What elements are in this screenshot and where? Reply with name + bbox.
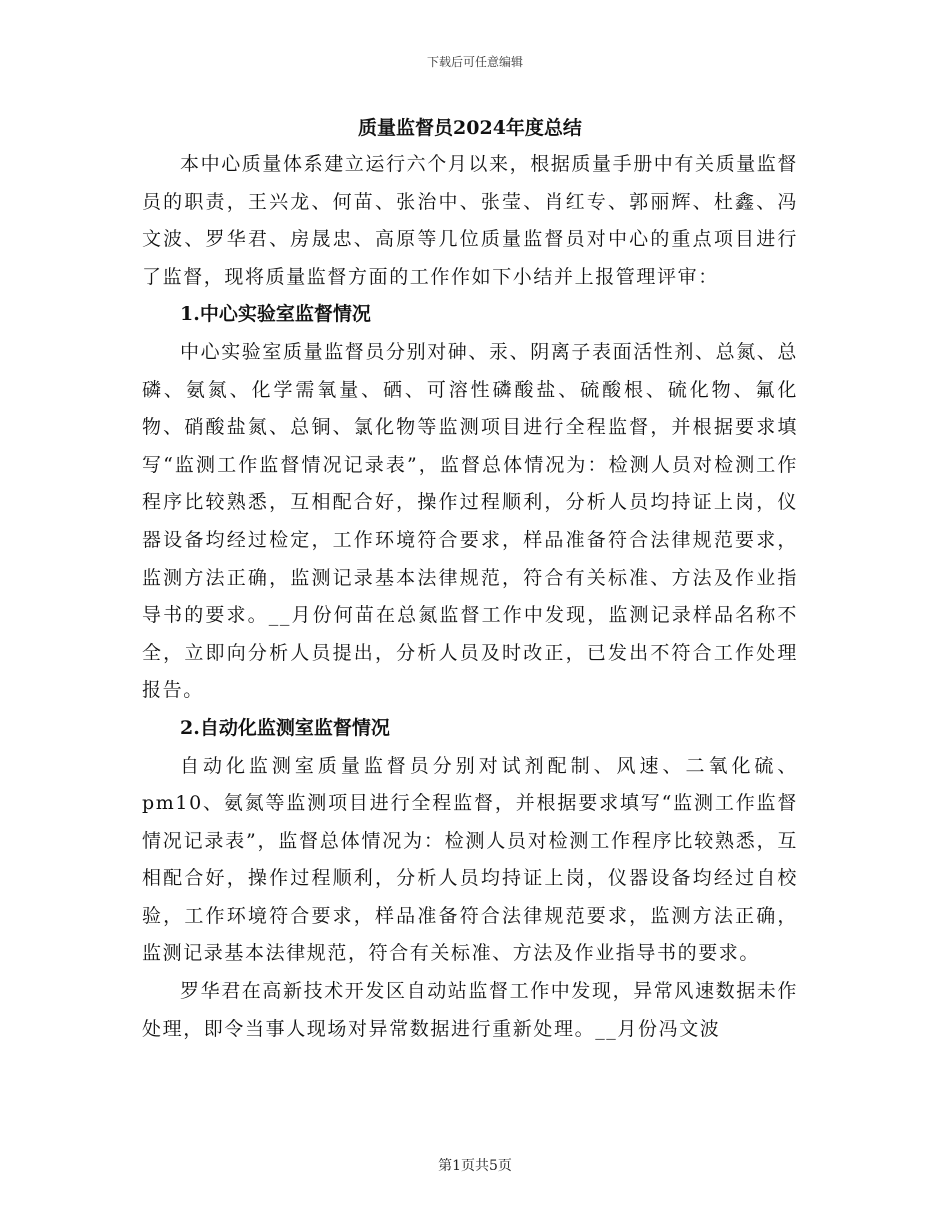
- header-note: 下载后可任意编辑: [426, 55, 523, 69]
- section1-paragraph: 中心实验室质量监督员分别对砷、汞、阴离子表面活性剂、总氮、总磷、氨氮、化学需氧量、硒、可溶性磷酸盐、硫酸根、硫化物、氟化物、硝酸盐氮、总铜、氯化物等监测项目进行全程监督，并根据要求填写“监测工作监督情况记录表”，监督总体情况为：检测人员对检测工作程序比较熟悉，互相配合好，操作过程顺利，分析人员均持证上岗，仪器设备均经过检定，工作环境符合要求，样品准备符合法律规范要求，监测方法正确，监测记录基本法律规范，符合有关标准、方法及作业指导书的要求。__月份何苗在总氮监督工作中发现，监测记录样品名称不全，立即向分析人员提出，分析人员及时改正，已发出不符合工作处理报告。: [142, 340, 799, 702]
- page-footer: 第1页共5页: [438, 1158, 512, 1174]
- document-content: [142, 110, 798, 1048]
- section2-heading: 2.自动化监测室监督情况: [180, 716, 390, 739]
- section2-paragraph-2: 罗华君在高新技术开发区自动站监督工作中发现，异常风速数据未作处理，即令当事人现场对异常数据进行重新处理。__月份冯文波: [142, 980, 799, 1040]
- section2-paragraph: 自动化监测室质量监督员分别对试剂配制、风速、二氧化硫、pm10、氨氮等监测项目进行全程监督，并根据要求填写“监测工作监督情况记录表”，监督总体情况为：检测人员对检测工作程序比较熟悉，互相配合好，操作过程顺利，分析人员均持证上岗，仪器设备均经过自校验，工作环境符合要求，样品准备符合法律规范要求，监测方法正确，监测记录基本法律规范，符合有关标准、方法及作业指导书的要求。: [142, 754, 798, 965]
- section1-heading: 1.中心实验室监督情况: [180, 303, 371, 326]
- intro-paragraph: 本中心质量体系建立运行六个月以来，根据质量手册中有关质量监督员的职责，王兴龙、何苗、张治中、张莹、肖红专、郭丽辉、杜鑫、冯文波、罗华君、房晟忠、高原等几位质量监督员对中心的重点项目进行了监督，现将质量监督方面的工作作如下小结并上报管理评审：: [142, 153, 799, 288]
- document-title: 质量监督员2024年度总结: [358, 117, 582, 139]
